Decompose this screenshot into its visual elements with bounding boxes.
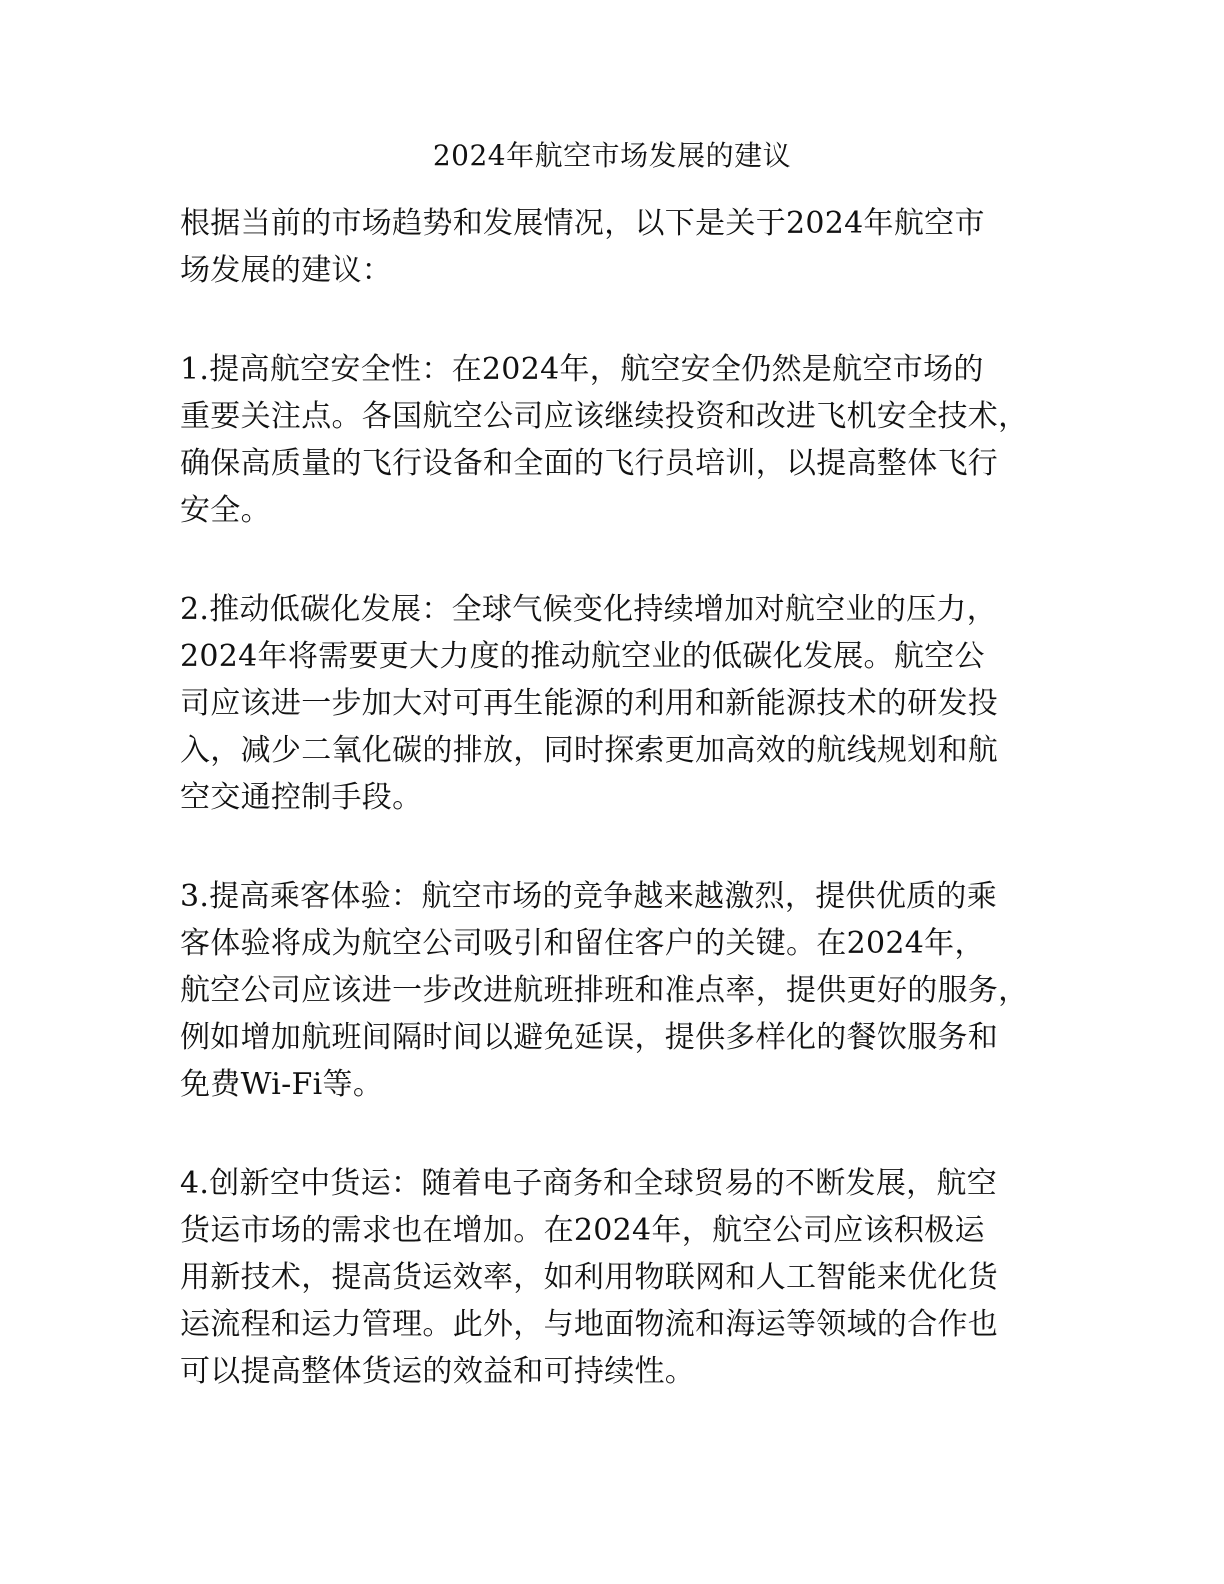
document-title: 2024年航空市场发展的建议 <box>432 139 792 172</box>
paragraph-aviation-safety: 1.提高航空安全性：在2024年，航空安全仍然是航空市场的 重要关注点。各国航空公司应该继续投资和改进飞机安全技术， 确保高质量的飞行设备和全面的飞行员培训，以提高整体飞行 安全。 <box>180 352 1029 528</box>
paragraph-low-carbon: 2.推动低碳化发展：全球气候变化持续增加对航空业的压力， 2024年将需要更大力度的推动航空业的低碳化发展。航空公 司应该进一步加大对可再生能源的利用和新能源技术的研发投 入，减少二氧化碳的排放，同时探索更加高效的航线规划和航 空交通控制手段。 <box>180 592 999 815</box>
intro-paragraph: 根据当前的市场趋势和发展情况，以下是关于2024年航空市 场发展的建议： <box>180 206 985 288</box>
paragraph-passenger-experience: 3.提高乘客体验：航空市场的竞争越来越激烈，提供优质的乘 客体验将成为航空公司吸引和留住客户的关键。在2024年， 航空公司应该进一步改进航班排班和准点率，提供更好的服务， 例如增加航班间隔时间以避免延误，提供多样化的餐饮服务和 免费Wi-Fi等。 <box>180 879 1029 1102</box>
document-body <box>180 200 1055 1447</box>
paragraph-air-cargo: 4.创新空中货运：随着电子商务和全球贸易的不断发展，航空 货运市场的需求也在增加。在2024年，航空公司应该积极运 用新技术，提高货运效率，如利用物联网和人工智能来优化货 运流程和运力管理。此外，与地面物流和海运等领域的合作也 可以提高整体货运的效益和可持续性。 <box>180 1166 999 1389</box>
